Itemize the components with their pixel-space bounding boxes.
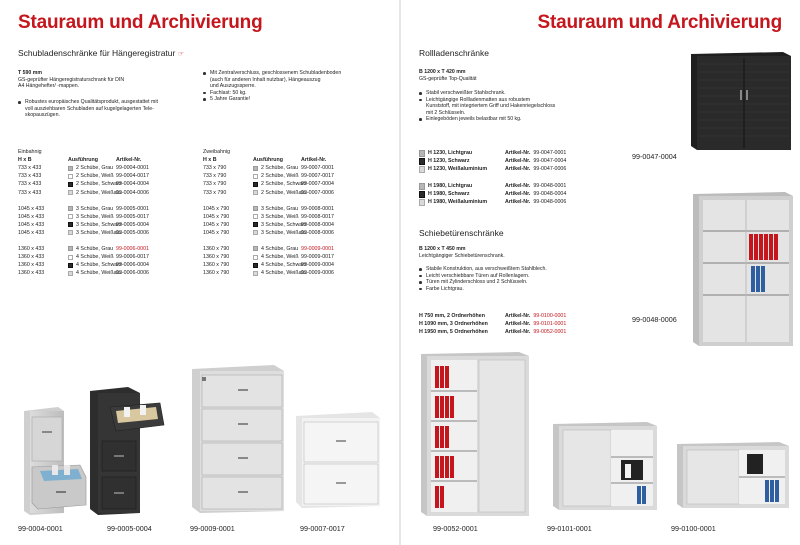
variant-cell [253,221,307,228]
article-number-cell: 99-0008-0017 [301,213,334,220]
variant-text: H 1950 mm, 5 Ordnerhöhen [419,329,488,335]
bullet-line: Stabil verschweißter Stahlschrank. [426,90,506,96]
col-header: Artikel-Nr. [116,157,142,164]
size-cell: 1045 x 433 [18,205,45,212]
table-label-text: Einbahnig [18,149,42,156]
variant-text: H 1230, Weißaluminium [428,166,488,172]
article-number: 99-0047-0004 [533,158,567,164]
bullet-item [419,97,599,117]
color-swatch [68,222,73,227]
article-cell [505,329,565,335]
product-caption: 99-0101-0001 [547,524,592,533]
desc-line: A4 Hängehefter/ -mappen. [18,83,80,90]
size-cell: 1045 x 433 [18,213,45,220]
article-number-cell: 99-0009-0001 [301,245,334,252]
variant-text: 3 Schübe, Grau [76,205,114,212]
variant-text: 4 Schübe, Grau [76,245,114,252]
sliding-desc: Leichtgängiger Schiebetürenschrank. [419,252,505,259]
article-number-cell: 99-0004-0017 [116,173,149,180]
bullet-line: Farbe Lichtgrau. [426,285,464,292]
article-number-cell: 99-0005-0001 [116,205,149,212]
table-row [18,205,160,213]
article-number-cell: 99-0008-0006 [301,229,334,236]
cabinet-2-drawer-white-double-image [292,410,384,510]
size-cell: 733 x 433 [18,189,42,196]
table-zweibahnig [203,148,345,277]
variant-cell [253,229,308,236]
table-row [203,221,345,229]
article-number-cell: 99-0008-0001 [301,205,334,212]
color-swatch [68,255,73,260]
variant-text: 4 Schübe, Weiß [261,254,299,261]
bullet-item [18,99,188,119]
article-number: 99-0048-0006 [533,199,567,205]
color-swatch [68,214,73,219]
size-cell: 1360 x 433 [18,254,45,261]
size-cell: 733 x 433 [18,181,42,188]
size-cell: 733 x 790 [203,189,227,196]
section-intro [18,70,124,90]
page-title: Stauraum und Archivierung [537,12,782,33]
size-cell: 1045 x 790 [203,205,230,212]
article-number: 99-0047-0001 [533,150,567,156]
article-number: 99-0101-0001 [533,321,567,327]
size-cell: 1360 x 790 [203,270,230,277]
variant-cell [68,262,122,269]
size-cell: 1360 x 433 [18,245,45,252]
product-caption: 99-0048-0006 [632,315,677,324]
variant-text: 4 Schübe, Weißalu. [76,270,123,277]
variant-cell [419,150,505,157]
article-number-cell: 99-0004-0006 [116,189,149,196]
table-row [419,328,565,336]
article-number-cell: 99-0009-0017 [301,254,334,261]
article-cell [505,321,565,327]
bullet-line: skopauszügen. [25,112,60,119]
article-cell [505,199,565,205]
variant-cell [253,206,301,212]
bullet-item [203,70,383,90]
size-cell: 1360 x 433 [18,262,45,269]
color-swatch [253,230,258,235]
bullet-item [419,266,599,273]
variant-text: 3 Schübe, Schwarz [261,221,307,228]
col-header: H x B [18,157,32,164]
gs-mark-icon: ☞ [177,51,184,58]
variant-text: 4 Schübe, Schwarz [261,262,307,269]
color-swatch [68,230,73,235]
variant-cell [68,206,116,212]
roll-intro [419,69,477,82]
desc-line: GS-geprüfter Hängeregistraturschrank für DIN [18,76,125,83]
sliding-cabinet-medium-image [551,420,659,514]
size-cell: 1045 x 433 [18,229,45,236]
variant-text: H 1980, Schwarz [428,191,470,197]
table-row [203,269,345,277]
table-row [203,253,345,261]
variant-text: 4 Schübe, Weißalu. [261,270,308,277]
article-number-cell: 99-0006-0006 [116,270,149,277]
bullet-line: Kunststoff, mit integriertem Griff und Hakenriegelschloss [426,103,556,110]
article-cell [505,183,565,189]
variant-cell [253,189,308,196]
variant-cell [68,246,116,252]
article-number-cell: 99-0004-0004 [116,181,149,188]
variant-text: 2 Schübe, Weiß [261,173,299,180]
product-caption: 99-0052-0001 [433,524,478,533]
variant-text: 2 Schübe, Schwarz [76,181,122,188]
variant-cell [68,254,116,260]
product-caption: 99-0004-0001 [18,524,63,533]
color-swatch [253,206,258,211]
variant-cell [253,165,301,171]
variant-cell [419,166,505,173]
color-swatch [68,206,73,211]
color-swatch [253,214,258,219]
group-spacer [18,197,160,205]
roll-size: B 1200 x T 420 mm [419,69,466,75]
bullet-item [419,116,599,123]
color-swatch [68,271,73,276]
table-row [419,157,565,165]
article-number-cell: 99-0008-0004 [301,221,334,228]
article-label: Artikel-Nr. [505,158,531,164]
article-number-cell: 99-0007-0001 [301,165,334,172]
article-number-cell: 99-0007-0004 [301,181,334,188]
depth-spec: T 590 mm [18,70,42,76]
group-spacer [203,197,345,205]
bullet-line: Fachlast: 50 kg. [210,89,247,96]
cabinet-2-drawer-grey-image [18,405,98,517]
size-cell: 1360 x 790 [203,254,230,261]
bullet-line: 5 Jahre Garantie! [210,96,251,103]
group-spacer [18,237,160,245]
variant-text: 4 Schübe, Weiß [76,254,114,261]
col-header: Ausführung [68,157,99,164]
table-label-text: Zweibahnig [203,149,231,156]
color-swatch [68,174,73,179]
bullet-item [203,90,383,97]
article-number-cell: 99-0005-0004 [116,221,149,228]
table-row [203,229,345,237]
variant-text: H 1980, Weißaluminium [428,199,488,205]
variant-text: 2 Schübe, Schwarz [261,181,307,188]
variant-cell [253,254,301,260]
table-row [18,172,160,180]
color-swatch [419,158,425,165]
color-swatch [253,190,258,195]
bullet-item [419,273,599,280]
table-row [203,245,345,253]
color-swatch [419,199,425,206]
right-page [401,0,800,545]
article-number-cell: 99-0009-0004 [301,262,334,269]
article-label: Artikel-Nr. [505,199,531,205]
sliding-cabinet-low-image [675,440,791,512]
size-cell: 1045 x 790 [203,221,230,228]
variant-cell [68,221,122,228]
color-swatch [68,182,73,187]
page-title: Stauraum und Archivierung [18,12,263,33]
color-swatch [68,190,73,195]
product-caption: 99-0009-0001 [190,524,235,533]
article-number-cell: 99-0007-0006 [301,189,334,196]
table-header [203,156,345,164]
sliding-cabinet-tall-image [419,350,531,520]
color-swatch [253,255,258,260]
table-einbahnig [18,148,160,277]
product-caption: 99-0100-0001 [671,524,716,533]
variant-text: 2 Schübe, Weißalu. [261,189,308,196]
article-number-cell: 99-0009-0006 [301,270,334,277]
variant-cell [68,270,123,277]
cabinet-3-drawer-black-image [88,385,166,517]
table-row [419,190,565,198]
article-number: 99-0100-0001 [533,313,567,319]
roll-cabinet-black-image [689,50,793,152]
article-cell [505,158,565,164]
table-row [18,245,160,253]
size-cell: 733 x 433 [18,173,42,180]
article-number-cell: 99-0005-0017 [116,213,149,220]
variant-text: 4 Schübe, Schwarz [76,262,122,269]
variant-text: H 1230, Schwarz [428,158,470,164]
size-cell: 1360 x 790 [203,262,230,269]
color-swatch [419,183,425,190]
size-cell: 1045 x 790 [203,213,230,220]
roll-desc: GS-geprüfte Top-Qualität [419,75,477,82]
article-number-cell: 99-0005-0006 [116,229,149,236]
color-swatch [253,222,258,227]
variant-cell [68,214,116,220]
bullet-line: und Auszugssperre. [210,83,256,90]
table-row [419,312,565,320]
variant-text: 3 Schübe, Grau [261,205,299,212]
article-number: 99-0048-0001 [533,183,567,189]
col-header: Ausführung [253,157,284,164]
color-swatch [68,166,73,171]
color-swatch [419,150,425,157]
color-swatch [253,174,258,179]
size-cell: 733 x 790 [203,173,227,180]
variant-text: H 1090 mm, 3 Ordnerhöhen [419,321,488,327]
article-number: 99-0052-0001 [533,329,567,335]
size-cell: 1360 x 433 [18,270,45,277]
color-swatch [68,263,73,268]
variant-text: H 1230, Lichtgrau [428,150,473,156]
color-swatch [419,166,425,173]
article-cell [505,150,565,156]
size-cell: 1360 x 790 [203,245,230,252]
variant-cell [68,173,116,179]
variant-cell [419,191,505,198]
bullet-line: Leicht verschiebbare Türen auf Rollenlagern. [426,272,530,279]
article-label: Artikel-Nr. [505,313,531,319]
table-row [203,164,345,172]
color-swatch [253,182,258,187]
variant-text: H 750 mm, 2 Ordnerhöhen [419,313,485,319]
section-title-roll: Rollladenschränke [419,48,489,58]
article-label: Artikel-Nr. [505,183,531,189]
left-page [0,0,399,545]
bullets-left [18,99,188,119]
article-number: 99-0047-0006 [533,166,567,172]
variant-cell [253,173,301,179]
size-cell: 733 x 433 [18,165,42,172]
product-caption: 99-0005-0004 [107,524,152,533]
bullet-line: Leichtgängige Rollladenmatten aus robustem [426,96,531,103]
table-row [419,165,565,173]
bullet-item [419,279,599,286]
variant-text: 4 Schübe, Grau [261,245,299,252]
bullet-item [203,96,383,103]
col-header: H x B [203,157,217,164]
bullet-item [419,90,599,97]
table-row [203,188,345,196]
variant-cell [419,158,505,165]
article-cell [505,166,565,172]
bullet-line: Türen mit Zylinderschloss und 2 Schlüsseln. [426,279,528,286]
article-label: Artikel-Nr. [505,150,531,156]
article-label: Artikel-Nr. [505,321,531,327]
bullet-line: mit 2 Schlüsseln. [426,109,466,116]
variant-text: 3 Schübe, Schwarz [76,221,122,228]
table-row [203,172,345,180]
table-row [419,149,565,157]
group-spacer [203,237,345,245]
table-row [203,205,345,213]
group-spacer [419,173,565,182]
variant-cell [253,246,301,252]
color-swatch [253,246,258,251]
bullet-line: Stabile Konstruktion, aus verschweißtem Stahlblech. [426,266,547,272]
table-row [419,320,565,328]
size-cell: 1045 x 790 [203,229,230,236]
variant-cell [68,181,122,188]
table-row [18,253,160,261]
bullet-line: Robustes europäisches Qualitätsprodukt, ausgestattet mit [25,99,158,105]
article-cell [505,313,565,319]
product-caption: 99-0007-0017 [300,524,345,533]
table-row [203,213,345,221]
sliding-size: B 1200 x T 450 mm [419,246,466,252]
section-title-sliding: Schiebetürenschränke [419,228,504,238]
color-swatch [253,271,258,276]
sliding-table [419,312,565,336]
article-number: 99-0048-0004 [533,191,567,197]
color-swatch [253,263,258,268]
article-label: Artikel-Nr. [505,166,531,172]
table-row [18,213,160,221]
bullets-right [203,70,383,103]
bullet-line: voll ausziehbaren Schubladen auf kugelgelagerten Tele- [25,105,154,112]
roll-bullets [419,90,599,123]
variant-text: 3 Schübe, Weißalu. [76,229,123,236]
col-header: Artikel-Nr. [301,157,327,164]
article-number-cell: 99-0006-0017 [116,254,149,261]
table-header [18,156,160,164]
section-title [18,48,184,58]
article-number-cell: 99-0007-0017 [301,173,334,180]
variant-cell [68,165,116,171]
color-swatch [253,166,258,171]
table-row [18,188,160,196]
variant-text: 3 Schübe, Weiß [76,213,114,220]
table-row [18,269,160,277]
bullet-line: Einlegeböden jeweils belastbar mit 50 kg. [426,116,522,123]
size-cell: 733 x 790 [203,181,227,188]
variant-text: 3 Schübe, Weißalu. [261,229,308,236]
article-cell [505,191,565,197]
table-row [18,261,160,269]
article-label: Artikel-Nr. [505,191,531,197]
color-swatch [68,246,73,251]
roll-cabinet-grey-open-image [691,190,795,350]
article-number-cell: 99-0004-0001 [116,165,149,172]
variant-cell [253,262,307,269]
product-caption: 99-0047-0004 [632,152,677,161]
article-number-cell: 99-0006-0004 [116,262,149,269]
variant-text: 2 Schübe, Grau [76,165,114,172]
bullet-line: (auch für anderen Inhalt nutzbar), Hängeauszug [210,76,321,83]
table-row [203,180,345,188]
variant-cell [253,181,307,188]
table-row [18,221,160,229]
table-label [18,148,160,156]
variant-cell [419,183,505,190]
table-row [18,164,160,172]
variant-text: 2 Schübe, Grau [261,165,299,172]
size-cell: 1045 x 433 [18,221,45,228]
variant-cell [253,270,308,277]
cabinet-4-drawer-double-image [188,363,288,515]
variant-cell [68,189,123,196]
table-row [203,261,345,269]
table-row [419,198,565,206]
color-swatch [419,191,425,198]
size-cell: 733 x 790 [203,165,227,172]
table-row [18,180,160,188]
variant-text: 3 Schübe, Weiß [261,213,299,220]
table-row [419,182,565,190]
variant-cell [68,229,123,236]
article-number-cell: 99-0006-0001 [116,245,149,252]
roll-table [419,149,565,206]
sliding-intro [419,246,505,259]
variant-cell [419,199,505,206]
table-label [203,148,345,156]
table-row [18,229,160,237]
section-title-text: Schubladenschränke für Hängeregistratur [18,48,176,58]
article-label: Artikel-Nr. [505,329,531,335]
variant-cell [253,214,301,220]
variant-text: H 1980, Lichtgrau [428,183,473,189]
variant-text: 2 Schübe, Weiß [76,173,114,180]
bullet-item [419,286,599,293]
sliding-bullets [419,266,599,292]
bullet-line: Mit Zentralverschluss, geschlossenem Schubladenboden [210,70,342,76]
variant-text: 2 Schübe, Weißalu. [76,189,123,196]
